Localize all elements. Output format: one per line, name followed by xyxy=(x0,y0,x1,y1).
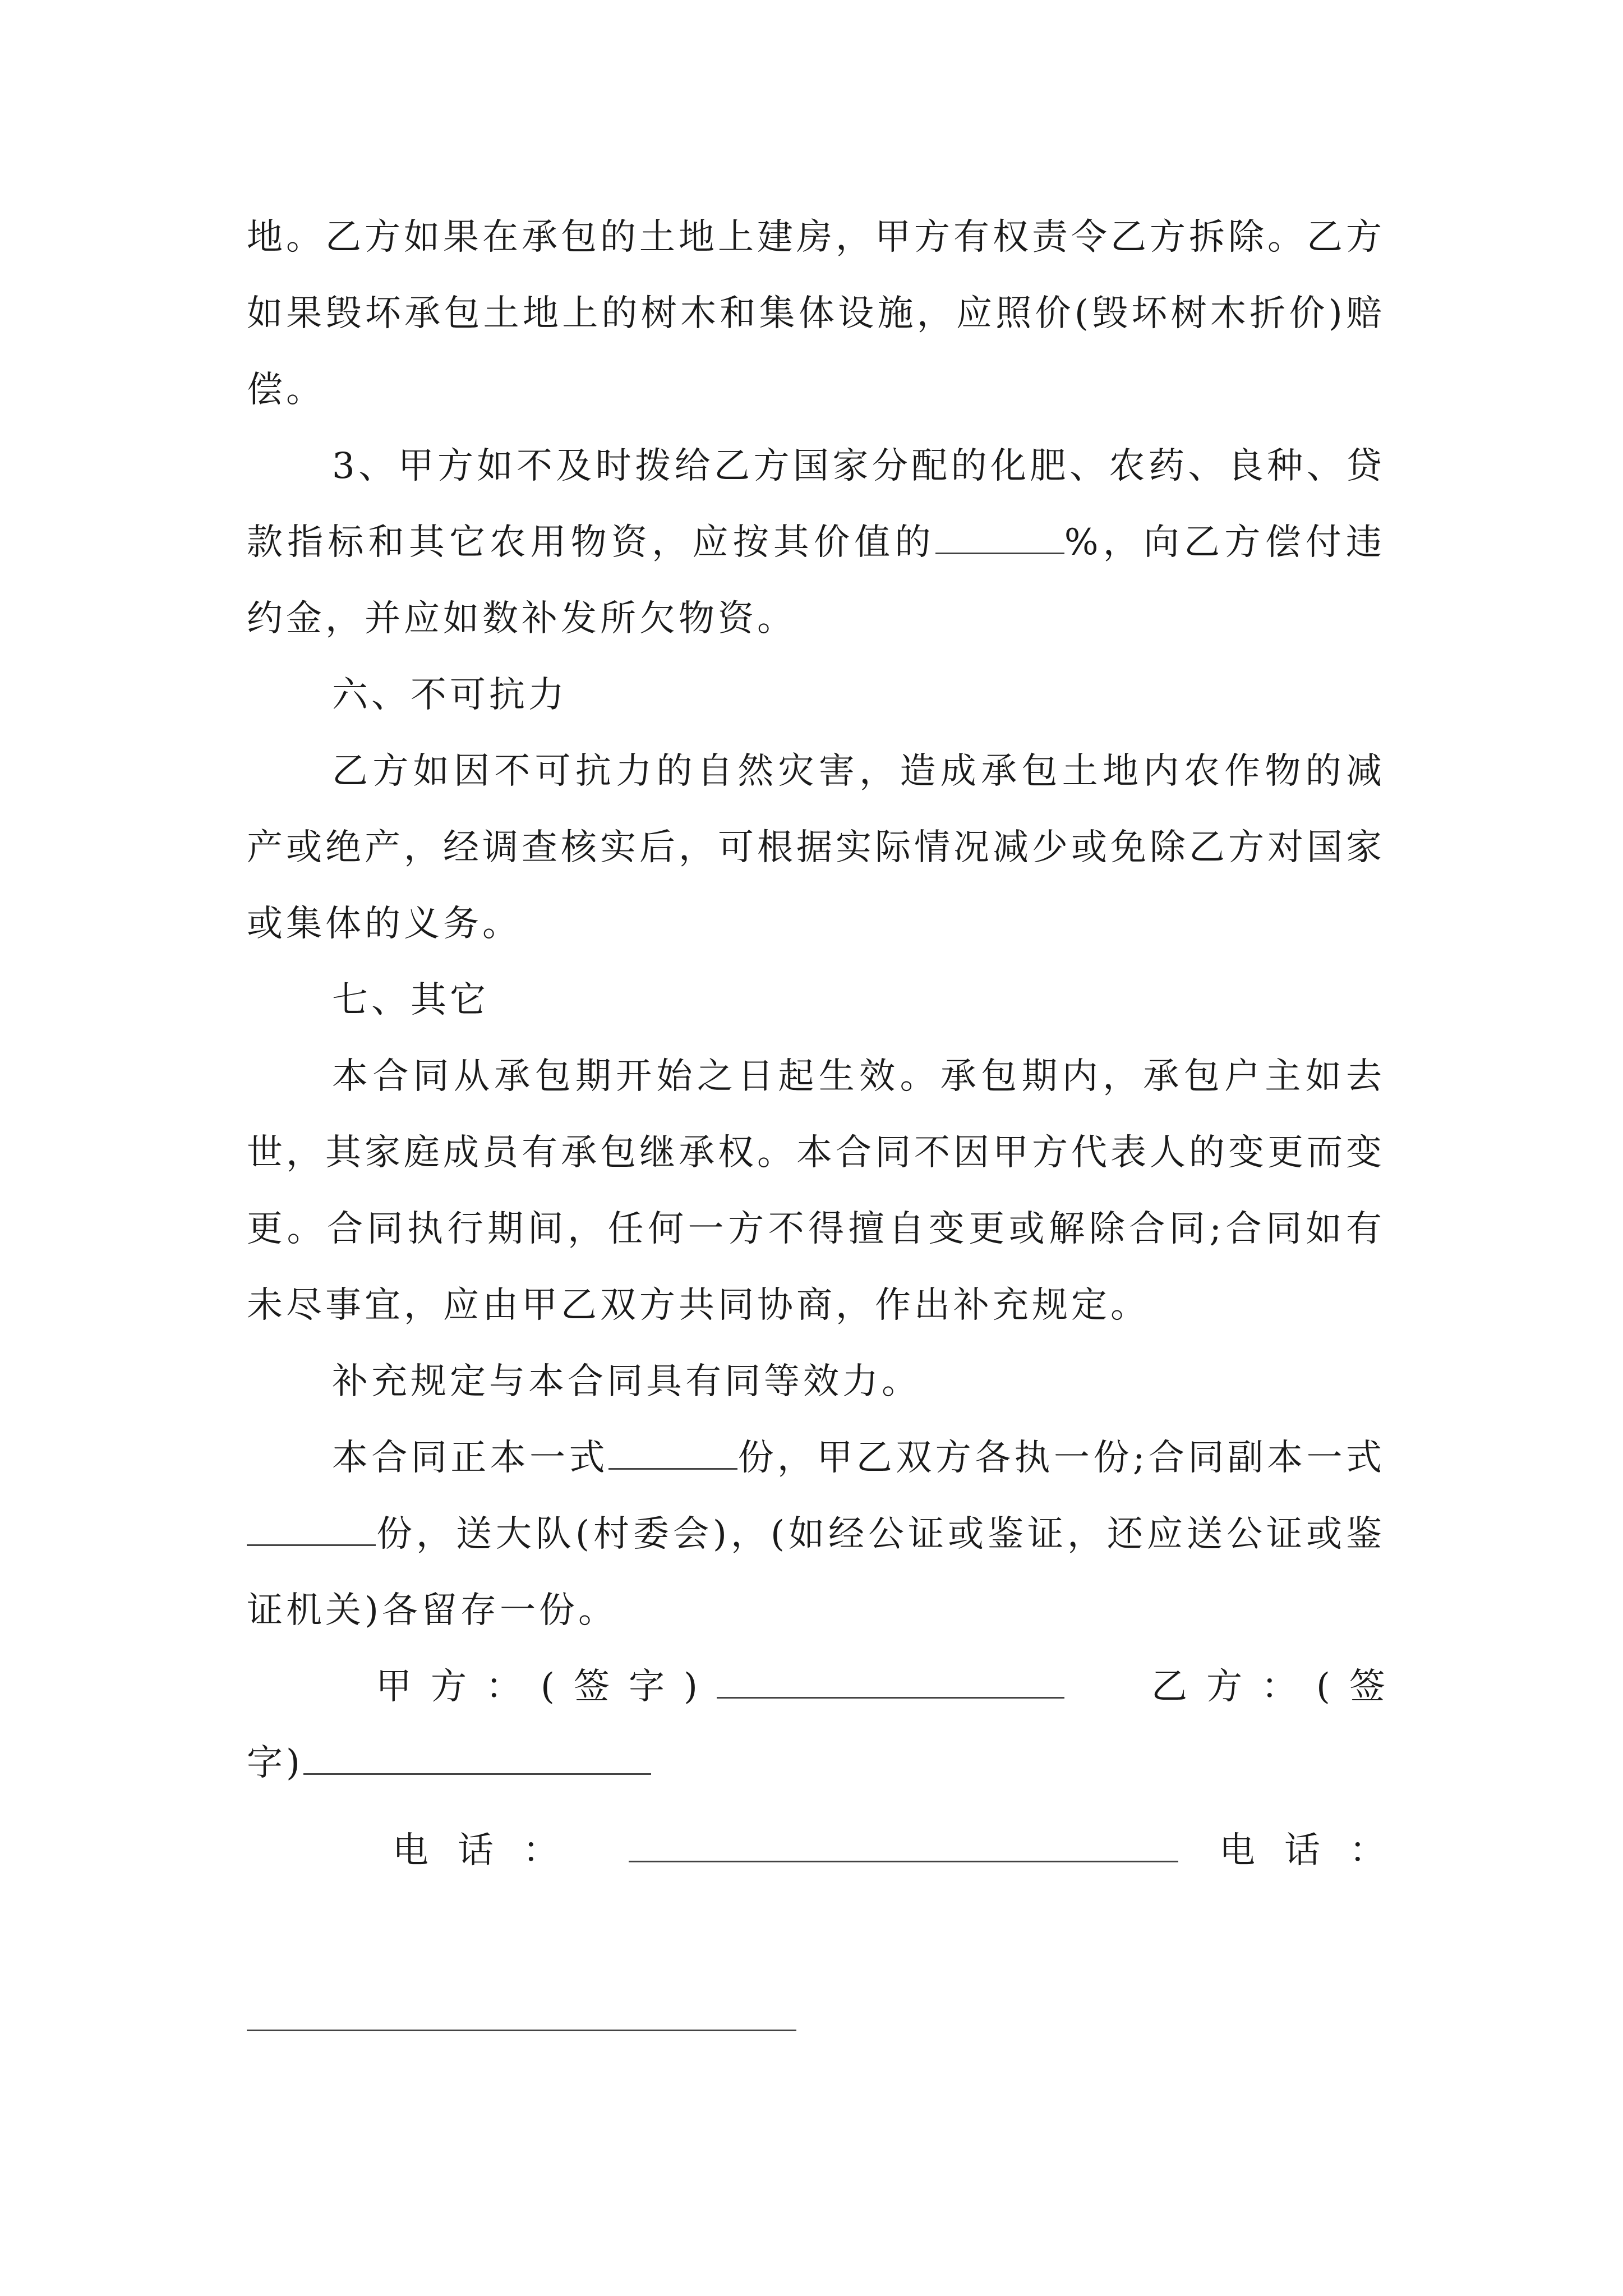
paragraph-effective-text: 本合同从承包期开始之日起生效。承包期内，承包户主如去世，其家庭成员有承包继承权。本合同不因甲方代表人的变更而变更。合同执行期间，任何一方不得擅自变更或解除合同;合同如有未尽事宜，应由甲乙双方共同协商，作出补充规定。 xyxy=(247,1056,1385,1326)
party-b-signature-cont-label: 字) xyxy=(247,1742,303,1784)
section-heading-force-majeure xyxy=(247,657,1385,733)
paragraph-copies-text-b: 份，甲乙双方各执一份;合同副本一式 xyxy=(737,1437,1386,1479)
duplicate-copies-blank xyxy=(247,1511,376,1546)
party-a-signature xyxy=(247,1649,1064,1725)
paragraph-compensation xyxy=(247,199,1385,428)
section-heading-other xyxy=(247,962,1385,1038)
party-a-signature-label: 甲方：(签字) xyxy=(376,1666,717,1708)
paragraph-force-majeure-text: 乙方如因不可抗力的自然灾害，造成承包土地内农作物的减产或绝产，经调查核实后，可根据实际情况减少或免除乙方对国家或集体的义务。 xyxy=(247,751,1385,945)
paragraph-penalty-text-a: 3、甲方如不及时拨给乙方国家分配的化肥、农药、良种、贷款指标和其它农用物资，应按其价值的 xyxy=(247,445,1385,563)
party-b-signature-cont xyxy=(247,1725,1385,1801)
paragraph-supplement-text: 补充规定与本合同具有同等效力。 xyxy=(332,1361,921,1402)
phone-row xyxy=(247,1812,1414,1889)
paragraph-effective xyxy=(247,1038,1385,1343)
signature-row xyxy=(247,1649,1404,1725)
paragraph-copies-text-a: 本合同正本一式 xyxy=(332,1437,609,1479)
party-a-phone xyxy=(247,1812,588,1889)
section-heading-other-text: 七、其它 xyxy=(332,979,489,1021)
paragraph-supplement xyxy=(247,1343,1385,1420)
original-copies-blank xyxy=(608,1434,737,1470)
paragraph-penalty xyxy=(247,428,1385,657)
paragraph-copies-text-c: 份，送大队(村委会)，(如经公证或鉴证，还应送公证或鉴证机关)各留存一份。 xyxy=(247,1513,1385,1631)
party-b-signature-blank xyxy=(303,1740,651,1775)
paragraph-compensation-text: 地。乙方如果在承包的土地上建房，甲方有权责令乙方拆除。乙方如果毁坏承包土地上的树木和集体设施，应照价(毁坏树木折价)赔偿。 xyxy=(247,217,1385,411)
paragraph-penalty-text-b: %，向乙方偿付违约金，并应如数补发所欠物资。 xyxy=(247,522,1386,639)
section-heading-force-majeure-text: 六、不可抗力 xyxy=(332,674,568,716)
party-b-phone-label: 电话： xyxy=(1219,1830,1414,1871)
party-a-phone-label: 电话： xyxy=(393,1830,588,1871)
party-a-phone-blank xyxy=(629,1827,1178,1862)
contract-body xyxy=(247,199,1414,1889)
party-b-phone-blank xyxy=(247,2030,796,2031)
paragraph-force-majeure xyxy=(247,733,1385,962)
penalty-percent-blank xyxy=(935,519,1064,554)
party-b-signature-label: 乙方：(签 xyxy=(1151,1666,1404,1708)
paragraph-copies xyxy=(247,1420,1385,1649)
party-a-signature-blank xyxy=(717,1663,1064,1699)
